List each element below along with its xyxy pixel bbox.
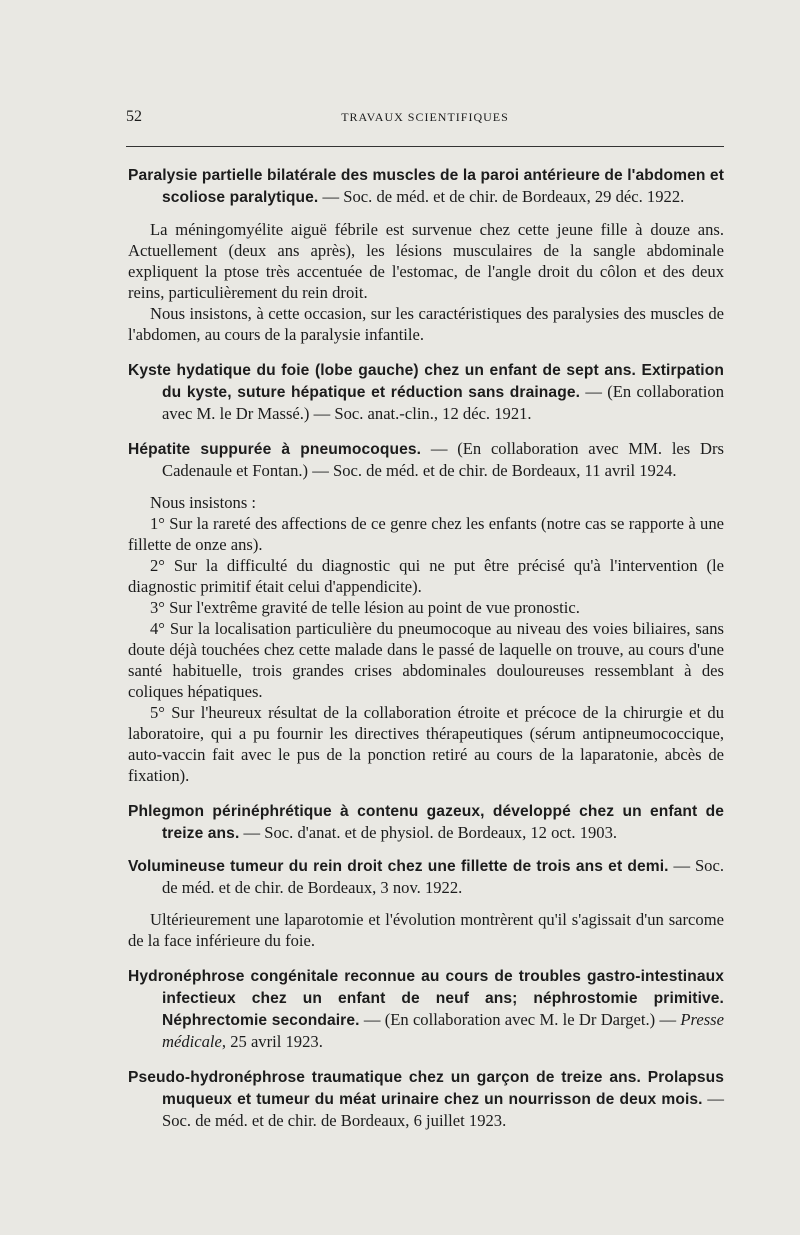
entry-citation xyxy=(128,164,724,208)
entry-paragraph: 1° Sur la rareté des affections de ce genre chez les enfants (notre cas se rapporte à une fillette de onze ans). xyxy=(128,514,724,554)
entry-block xyxy=(128,438,724,786)
entry-citation xyxy=(128,800,724,844)
entry-paragraph: La méningomyélite aiguë fébrile est survenue chez cette jeune fille à douze ans. Actuellement (deux ans après), les lésions musculaires de la sangle abdominale expliquent la ptose très accentuée de l'estomac, de l'angle droit du côlon et des deux reins, particulièrement du rein droit. xyxy=(128,220,724,302)
entry-title: Kyste hydatique du foie (lobe gauche) chez un enfant de sept ans. Extirpation du kyste, suture hépatique et réduction sans drainage. xyxy=(128,362,724,401)
entry-block xyxy=(128,359,724,424)
entry-paragraph: Nous insistons : xyxy=(150,493,257,512)
entry-paragraph: Nous insistons, à cette occasion, sur les caractéristiques des paralysies des muscles de l'abdomen, au cours de la paralysie infantile. xyxy=(128,304,724,344)
entry-citation xyxy=(128,855,724,898)
entry-reference: — Soc. de méd. et de chir. de Bordeaux, 3 nov. 1922. xyxy=(162,856,724,897)
entry-paragraph: 3° Sur l'extrême gravité de telle lésion au point de vue pronostic. xyxy=(150,598,580,617)
entry-block xyxy=(128,800,724,844)
entry-reference: — Soc. de méd. et de chir. de Bordeaux, 6 juillet 1923. xyxy=(162,1089,724,1130)
entry-citation xyxy=(128,965,724,1052)
entry-reference: — (En collaboration avec M. le Dr Darget.) — xyxy=(359,1010,681,1029)
entry-title: Paralysie partielle bilatérale des muscles de la paroi antérieure de l'abdomen et scoliose paralytique. xyxy=(128,167,724,206)
page-body xyxy=(128,164,724,1145)
entry-citation xyxy=(128,1066,724,1131)
entry-title: Hydronéphrose congénitale reconnue au cours de troubles gastro-intestinaux infectieux chez un enfant de neuf ans; néphrostomie primitive. Néphrectomie secondaire. xyxy=(128,968,724,1029)
entry-block xyxy=(128,855,724,951)
entry-title: Hépatite suppurée à pneumocoques. xyxy=(128,441,422,458)
running-title: TRAVAUX SCIENTIFIQUES xyxy=(341,110,509,124)
entry-title: Pseudo-hydronéphrose traumatique chez un garçon de treize ans. Prolapsus muqueux et tumeur du méat urinaire chez un nourrisson de deux mois. xyxy=(128,1069,724,1108)
entry-block xyxy=(128,1066,724,1131)
journal-name: Presse médicale xyxy=(162,1010,724,1051)
page-number: 52 xyxy=(126,108,142,125)
page-header xyxy=(126,108,724,128)
header-rule xyxy=(126,146,724,147)
entry-title: Phlegmon périnéphrétique à contenu gazeux, développé chez un enfant de treize ans. xyxy=(128,803,724,842)
entry-paragraph: 5° Sur l'heureux résultat de la collaboration étroite et précoce de la chirurgie et du laboratoire, qui a pu fournir les directives thérapeutiques (sérum antipneumococcique, auto-vaccin fait avec le pus de la ponction retiré au cours de la laparatonie, abcès de fixation). xyxy=(128,703,724,785)
entry-reference: — Soc. d'anat. et de physiol. de Bordeaux, 12 oct. 1903. xyxy=(239,823,618,842)
entry-block xyxy=(128,965,724,1052)
entry-paragraph: Ultérieurement une laparotomie et l'évolution montrèrent qu'il s'agissait d'un sarcome de la face inférieure du foie. xyxy=(128,910,724,950)
entry-title: Volumineuse tumeur du rein droit chez une fillette de trois ans et demi. xyxy=(128,858,669,875)
entry-reference-end: , 25 avril 1923. xyxy=(221,1032,323,1051)
entry-reference: — (En collaboration avec M. le Dr Massé.) — Soc. anat.-clin., 12 déc. 1921. xyxy=(162,382,724,423)
entry-citation xyxy=(128,438,724,481)
entry-reference: — Soc. de méd. et de chir. de Bordeaux, 29 déc. 1922. xyxy=(318,187,685,206)
entry-citation xyxy=(128,359,724,424)
entry-block xyxy=(128,164,724,345)
entry-reference: — (En collaboration avec MM. les Drs Cadenaule et Fontan.) — Soc. de méd. et de chir. de Bordeaux, 11 avril 1924. xyxy=(162,439,724,480)
entry-paragraph: 4° Sur la localisation particulière du pneumocoque au niveau des voies biliaires, sans doute déjà touchées chez cette malade dans le passé de laquelle on trouve, au cours d'une santé habituelle, trois grandes crises abdominales douloureuses ressemblant à des coliques hépatiques. xyxy=(128,619,724,701)
entry-paragraph: 2° Sur la difficulté du diagnostic qui ne put être précisé qu'à l'intervention (le diagnostic primitif était celui d'appendicite). xyxy=(128,556,724,596)
